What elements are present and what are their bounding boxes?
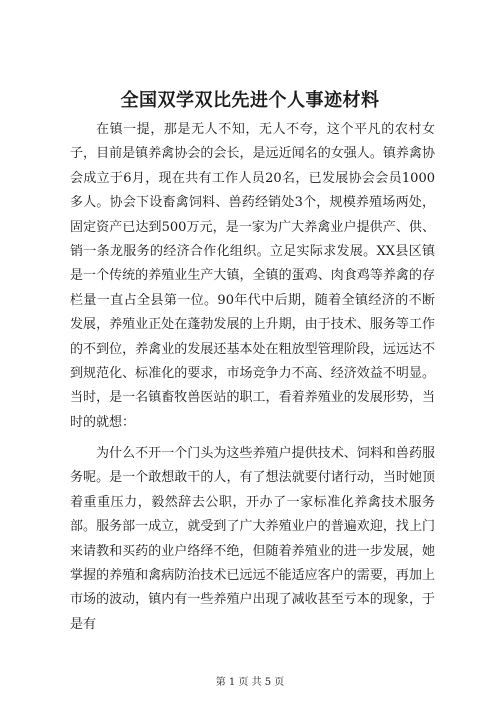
paragraph-1: 在镇一提，那是无人不知，无人不夸，这个平凡的农村女子，目前是镇养禽协会的会长，是远近闻名的女强人。镇养禽协会成立于6月，现在共有工作人员20名，已发展协会会员1000多人。协会下设畜禽饲料、兽药经销处3个，规模养殖场两处，固定资产已达到500万元，是一家为广大养禽业户提供产、供、销一条龙服务的经济合作化组织。立足实际求发展。XX县区镇是一个传统的养殖业生产大镇，全镇的蛋鸡、肉食鸡等养禽的存栏量一直占全县第一位。90年代中后期，随着全镇经济的不断发展，养殖业正处在蓬勃发展的上升期，由于技术、服务等工作的不到位，养禽业的发展还基本处在粗放型管理阶段，远远达不到规范化、标准化的要求，市场竞争力不高、经济效益不明显。当时，是一名镇畜牧兽医站的职工，看着养殖业的发展形势，当时的就想： (70, 122, 435, 430)
paragraph-2: 为什么不开一个门头为这些养殖户提供技术、饲料和兽药服务呢。是一个敢想敢干的人，有了想法就要付诸行动，当时她顶着重重压力，毅然辞去公职，开办了一家标准化养禽技术服务部。服务部一成立，就受到了广大养殖业户的普遍欢迎，找上门来请教和买药的业户络绎不绝，但随着养殖业的进一步发展，她掌握的养殖和禽病防治技术已远远不能适应客户的需要，再加上市场的波动，镇内有一些养殖户出现了减收甚至亏本的现象，于是有 (70, 446, 435, 632)
document-title: 全国双学双比先进个人事迹材料 (120, 90, 380, 111)
page-footer: 第 1 页 共 5 页 (215, 677, 285, 688)
